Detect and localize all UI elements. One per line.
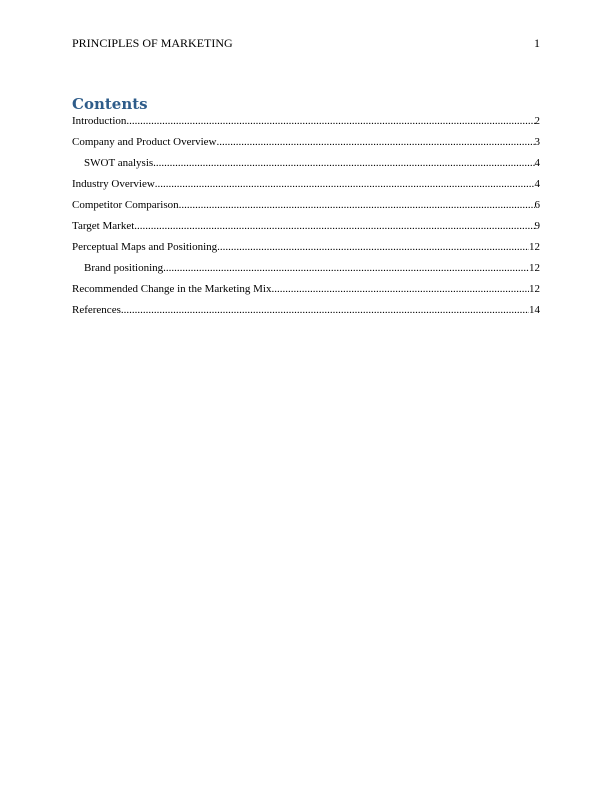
- toc-entry-title[interactable]: Competitor Comparison: [72, 199, 179, 211]
- toc-entry-page: 14: [529, 304, 540, 316]
- toc-entry-page: 9: [534, 220, 540, 232]
- dot-leader: [179, 199, 535, 212]
- toc-entry-references[interactable]: [72, 304, 540, 317]
- toc-entry-introduction[interactable]: [72, 115, 540, 128]
- toc-entry-target-market[interactable]: [72, 220, 540, 233]
- page-number: 1: [534, 36, 540, 50]
- toc-entry-page: 2: [534, 115, 540, 127]
- toc-entry-competitor-comparison[interactable]: [72, 199, 540, 212]
- dot-leader: [271, 283, 529, 296]
- toc-entry-marketing-mix[interactable]: [72, 283, 540, 296]
- running-head: PRINCIPLES OF MARKETING: [72, 36, 233, 50]
- dot-leader: [217, 241, 529, 254]
- toc-entry-page: 4: [534, 178, 540, 190]
- toc-entry-title[interactable]: Recommended Change in the Marketing Mix: [72, 283, 272, 295]
- page-header: [72, 36, 540, 50]
- toc-entry-swot-analysis[interactable]: [72, 157, 540, 170]
- toc-entry-page: 12: [529, 283, 540, 295]
- toc-entry-brand-positioning[interactable]: [72, 262, 540, 275]
- dot-leader: [153, 157, 534, 170]
- toc-entry-page: 6: [534, 199, 540, 211]
- toc-entry-company-overview[interactable]: [72, 136, 540, 149]
- toc-entry-page: 4: [534, 157, 540, 169]
- dot-leader: [126, 115, 534, 128]
- toc-entry-title[interactable]: Target Market: [72, 220, 135, 232]
- toc-entry-title[interactable]: Industry Overview: [72, 178, 155, 190]
- toc-entry-title[interactable]: SWOT analysis: [84, 157, 154, 169]
- toc-entry-page: 3: [534, 136, 540, 148]
- dot-leader: [134, 220, 534, 233]
- toc-entry-title[interactable]: Company and Product Overview: [72, 136, 217, 148]
- toc-entry-title[interactable]: Introduction: [72, 115, 127, 127]
- dot-leader: [217, 136, 535, 149]
- toc-entry-title[interactable]: Brand positioning: [84, 262, 164, 274]
- toc-entry-page: 12: [529, 241, 540, 253]
- dot-leader: [163, 262, 529, 275]
- table-of-contents: [72, 115, 540, 325]
- toc-entry-perceptual-maps[interactable]: [72, 241, 540, 254]
- toc-entry-industry-overview[interactable]: [72, 178, 540, 191]
- dot-leader: [121, 304, 529, 317]
- dot-leader: [155, 178, 535, 191]
- toc-entry-title[interactable]: Perceptual Maps and Positioning: [72, 241, 218, 253]
- toc-entry-title[interactable]: References: [72, 304, 121, 316]
- toc-heading: Contents: [72, 95, 148, 113]
- toc-entry-page: 12: [529, 262, 540, 274]
